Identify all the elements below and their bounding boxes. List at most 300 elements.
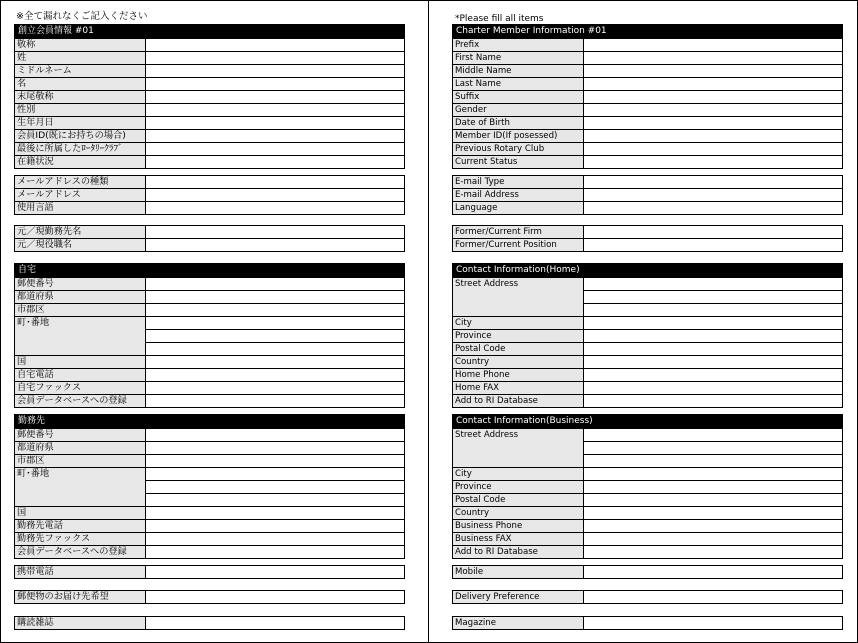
field-value-cell[interactable] [584,546,842,558]
field-value-cell[interactable] [146,65,404,77]
form-section [14,225,405,252]
field-label: E-mail Type [453,176,584,188]
field-label: Magazine [453,617,584,629]
field-label: Current Status [453,156,584,168]
field-value-group [584,429,842,467]
field-label: 購読雑誌 [15,617,146,629]
form-row [15,116,404,129]
form-row [15,545,404,558]
field-label: Home FAX [453,382,584,394]
field-value-cell[interactable] [146,104,404,116]
field-value-group [146,566,404,578]
form-row [453,226,842,238]
field-label: Province [453,330,584,342]
field-value-cell[interactable] [146,202,404,214]
field-label: Delivery Preference [453,591,584,603]
field-label: 町･番地 [15,468,146,506]
form-section [14,24,405,169]
form-row [15,316,404,355]
form-section [452,590,843,604]
field-label: Language [453,202,584,214]
field-value-group [584,91,842,103]
form-row [15,303,404,316]
field-value-group [584,78,842,90]
field-label: First Name [453,52,584,64]
field-value-cell[interactable] [584,533,842,545]
field-value-cell[interactable] [584,356,842,368]
field-value-cell[interactable] [584,91,842,103]
field-value-cell[interactable] [146,176,404,188]
form-row [453,368,842,381]
field-value-cell[interactable] [584,290,842,303]
field-value-group [146,382,404,394]
field-label: Postal Code [453,343,584,355]
form-row [15,64,404,77]
form-section [14,414,405,559]
form-section [452,263,843,408]
field-value-cell[interactable] [146,533,404,545]
form-row [15,51,404,64]
form-row [453,394,842,407]
field-value-cell[interactable] [584,454,842,467]
field-label: E-mail Address [453,189,584,201]
form-row [15,355,404,368]
form-section [14,565,405,579]
field-value-group [146,104,404,116]
field-label: Prefix [453,39,584,51]
field-value-group [146,52,404,64]
field-value-cell[interactable] [146,520,404,532]
field-label: Province [453,481,584,493]
field-value-cell[interactable] [146,395,404,407]
field-value-cell[interactable] [146,189,404,201]
field-value-group [146,78,404,90]
field-value-cell[interactable] [584,617,842,629]
field-value-cell[interactable] [146,342,404,355]
field-value-cell[interactable] [146,143,404,155]
field-value-cell[interactable] [146,156,404,168]
field-value-group [584,533,842,545]
section-header: Contact Information(Home) [453,264,842,277]
field-label: 国 [15,356,146,368]
field-value-cell[interactable] [584,494,842,506]
field-label: Country [453,356,584,368]
form-row [453,90,842,103]
field-value-cell[interactable] [584,330,842,342]
form-row [453,467,842,480]
form-row [15,77,404,90]
field-value-group [146,442,404,454]
field-value-cell[interactable] [146,304,404,316]
form-row [15,506,404,519]
field-value-cell[interactable] [146,278,404,290]
field-value-group [146,455,404,467]
field-value-group [146,143,404,155]
form-row [15,617,404,629]
field-value-group [584,317,842,329]
field-label: 名 [15,78,146,90]
form-row [453,617,842,629]
field-label: Add to RI Database [453,546,584,558]
field-value-cell[interactable] [584,278,842,290]
field-value-cell[interactable] [584,468,842,480]
field-label: 勤務先電話 [15,520,146,532]
field-value-cell[interactable] [584,78,842,90]
field-label: 在籍状況 [15,156,146,168]
field-value-group [584,343,842,355]
field-label: 町･番地 [15,317,146,355]
field-value-cell[interactable] [584,343,842,355]
field-value-cell[interactable] [146,52,404,64]
field-value-group [146,520,404,532]
field-value-group [146,239,404,251]
field-value-cell[interactable] [146,429,404,441]
field-value-cell[interactable] [146,493,404,506]
field-value-group [146,395,404,407]
field-label: Home Phone [453,369,584,381]
field-value-group [584,202,842,214]
field-value-cell[interactable] [146,546,404,558]
form-row [15,394,404,407]
field-value-group [146,369,404,381]
form-row [453,355,842,368]
form-row [453,77,842,90]
field-value-cell[interactable] [584,441,842,454]
field-label: Gender [453,104,584,116]
form-row [453,428,842,467]
field-value-cell[interactable] [584,39,842,51]
field-value-cell[interactable] [584,481,842,493]
field-value-cell[interactable] [584,65,842,77]
form-row [15,226,404,238]
field-label: 会員ID(既にお持ちの場合) [15,130,146,142]
form-row [15,129,404,142]
field-value-group [584,189,842,201]
field-value-group [146,202,404,214]
field-value-group [584,52,842,64]
field-label: 姓 [15,52,146,64]
form-row [453,381,842,394]
form-row [453,51,842,64]
section-header: 創立会員情報 #01 [15,25,404,38]
field-label: Street Address [453,278,584,316]
form-row [453,176,842,188]
field-value-group [584,356,842,368]
form-section [452,616,843,630]
field-value-group [584,395,842,407]
field-value-cell[interactable] [146,468,404,480]
field-value-group [584,117,842,129]
field-value-cell[interactable] [146,507,404,519]
field-value-group [146,468,404,506]
form-row [453,342,842,355]
field-label: 自宅ファックス [15,382,146,394]
field-label: Former/Current Firm [453,226,584,238]
field-label: 自宅電話 [15,369,146,381]
field-label: Former/Current Position [453,239,584,251]
field-value-cell[interactable] [584,52,842,64]
field-value-cell[interactable] [584,520,842,532]
field-value-cell[interactable] [584,395,842,407]
field-value-group [584,176,842,188]
field-value-group [146,617,404,629]
field-value-cell[interactable] [584,239,842,251]
field-value-group [146,291,404,303]
field-value-group [146,156,404,168]
field-value-group [584,481,842,493]
fill-instruction-jp: ※全て漏れなくご記入ください [16,11,148,22]
field-label: 市郡区 [15,455,146,467]
field-value-cell[interactable] [584,591,842,603]
field-value-cell[interactable] [584,156,842,168]
form-row [453,545,842,558]
field-label: 都道府県 [15,291,146,303]
field-value-group [146,65,404,77]
form-section [452,175,843,215]
form-row [15,368,404,381]
form-row [453,116,842,129]
field-value-cell[interactable] [584,202,842,214]
field-value-cell[interactable] [146,455,404,467]
field-value-group [584,130,842,142]
field-value-group [584,566,842,578]
field-label: ミドルネーム [15,65,146,77]
field-value-cell[interactable] [584,303,842,316]
form-section [14,175,405,215]
field-label: 最後に所属したﾛｰﾀﾘｰｸﾗﾌﾞ [15,143,146,155]
field-value-group [584,104,842,116]
field-value-group [584,239,842,251]
field-value-cell[interactable] [584,130,842,142]
field-value-group [146,546,404,558]
form-row [15,454,404,467]
field-value-cell[interactable] [584,507,842,519]
field-label: 郵便番号 [15,429,146,441]
field-label: 携帯電話 [15,566,146,578]
field-label: Member ID(If posessed) [453,130,584,142]
form-row [15,532,404,545]
field-value-cell[interactable] [146,239,404,251]
field-value-group [146,317,404,355]
field-value-group [584,156,842,168]
form-row [15,38,404,51]
field-label: 敬称 [15,39,146,51]
field-value-group [584,617,842,629]
field-value-group [584,591,842,603]
page-divider [428,0,429,643]
form-row [453,142,842,155]
section-header: 勤務先 [15,415,404,428]
field-value-cell[interactable] [146,39,404,51]
form-row [15,277,404,290]
form-row [453,480,842,493]
field-value-cell[interactable] [584,189,842,201]
form-row [453,591,842,603]
field-value-cell[interactable] [584,566,842,578]
field-value-group [584,382,842,394]
field-label: Street Address [453,429,584,467]
field-label: Business Phone [453,520,584,532]
field-label: 末尾敬称 [15,91,146,103]
field-value-group [146,533,404,545]
field-label: 生年月日 [15,117,146,129]
field-value-cell[interactable] [146,442,404,454]
field-value-group [146,117,404,129]
field-value-group [584,507,842,519]
section-header: Contact Information(Business) [453,415,842,428]
form-row [15,188,404,201]
field-value-cell[interactable] [146,566,404,578]
form-row [15,176,404,188]
form-row [453,316,842,329]
form-row [453,64,842,77]
form-row [453,129,842,142]
field-value-cell[interactable] [146,591,404,603]
field-label: 郵便番号 [15,278,146,290]
form-section [452,225,843,252]
field-value-group [584,468,842,480]
field-label: 元／現役職名 [15,239,146,251]
form-row [453,519,842,532]
field-value-cell[interactable] [584,226,842,238]
field-value-cell[interactable] [146,226,404,238]
form-row [15,90,404,103]
field-value-group [146,507,404,519]
field-value-group [584,39,842,51]
field-value-group [584,278,842,316]
field-label: Suffix [453,91,584,103]
form-row [453,566,842,578]
field-value-cell[interactable] [584,382,842,394]
field-label: City [453,317,584,329]
field-value-cell[interactable] [146,382,404,394]
field-label: 国 [15,507,146,519]
form-section [14,263,405,408]
form-row [453,532,842,545]
field-label: 使用言語 [15,202,146,214]
field-value-group [146,91,404,103]
field-label: Mobile [453,566,584,578]
field-label: Postal Code [453,494,584,506]
field-label: メールアドレスの種類 [15,176,146,188]
form-row [15,201,404,214]
field-value-cell[interactable] [146,317,404,329]
field-value-group [146,176,404,188]
field-value-group [584,494,842,506]
form-row [15,290,404,303]
field-label: 元／現勤務先名 [15,226,146,238]
field-value-group [146,189,404,201]
field-label: Last Name [453,78,584,90]
field-value-cell[interactable] [584,429,842,441]
form-row [453,506,842,519]
field-value-cell[interactable] [584,317,842,329]
form-row [453,201,842,214]
field-label: メールアドレス [15,189,146,201]
field-value-group [584,546,842,558]
field-value-cell[interactable] [146,291,404,303]
form-row [453,188,842,201]
field-value-group [146,356,404,368]
field-value-group [146,278,404,290]
form-row [15,142,404,155]
form-row [15,566,404,578]
form-section [14,616,405,630]
form-row [453,329,842,342]
field-label: 郵便物のお届け先希望 [15,591,146,603]
field-value-cell[interactable] [146,78,404,90]
form-section [14,590,405,604]
form-row [453,38,842,51]
field-value-cell[interactable] [584,176,842,188]
form-row [453,238,842,251]
field-value-cell[interactable] [146,329,404,342]
field-value-group [584,369,842,381]
field-value-group [146,226,404,238]
field-value-group [146,591,404,603]
field-label: 勤務先ファックス [15,533,146,545]
field-label: Previous Rotary Club [453,143,584,155]
form-row [15,441,404,454]
section-header: Charter Member Information #01 [453,25,842,38]
form-row [15,591,404,603]
field-value-group [146,304,404,316]
field-value-cell[interactable] [146,130,404,142]
field-value-cell[interactable] [584,369,842,381]
form-row [15,103,404,116]
field-value-cell[interactable] [146,356,404,368]
field-value-cell[interactable] [146,117,404,129]
field-value-group [584,520,842,532]
field-value-cell[interactable] [584,117,842,129]
fill-instruction-en: *Please fill all items [455,14,544,24]
field-value-cell[interactable] [146,617,404,629]
form-section [452,414,843,559]
field-label: Date of Birth [453,117,584,129]
section-header: 自宅 [15,264,404,277]
field-label: 市郡区 [15,304,146,316]
form-row [453,155,842,168]
field-label: Add to RI Database [453,395,584,407]
field-label: 性別 [15,104,146,116]
field-value-group [584,65,842,77]
field-value-group [146,39,404,51]
field-label: 会員データベースへの登録 [15,546,146,558]
field-label: Middle Name [453,65,584,77]
field-label: Country [453,507,584,519]
form-row [15,467,404,506]
field-value-group [146,429,404,441]
field-value-cell[interactable] [146,369,404,381]
form-row [15,238,404,251]
form-row [15,155,404,168]
field-label: 都道府県 [15,442,146,454]
field-value-group [146,130,404,142]
field-value-group [584,330,842,342]
field-value-cell[interactable] [146,91,404,103]
form-row [15,381,404,394]
form-row [453,493,842,506]
field-label: Business FAX [453,533,584,545]
field-value-group [584,143,842,155]
field-value-cell[interactable] [146,480,404,493]
form-section [452,24,843,169]
field-value-cell[interactable] [584,143,842,155]
field-value-cell[interactable] [584,104,842,116]
form-row [15,428,404,441]
form-row [15,519,404,532]
form-row [453,277,842,316]
